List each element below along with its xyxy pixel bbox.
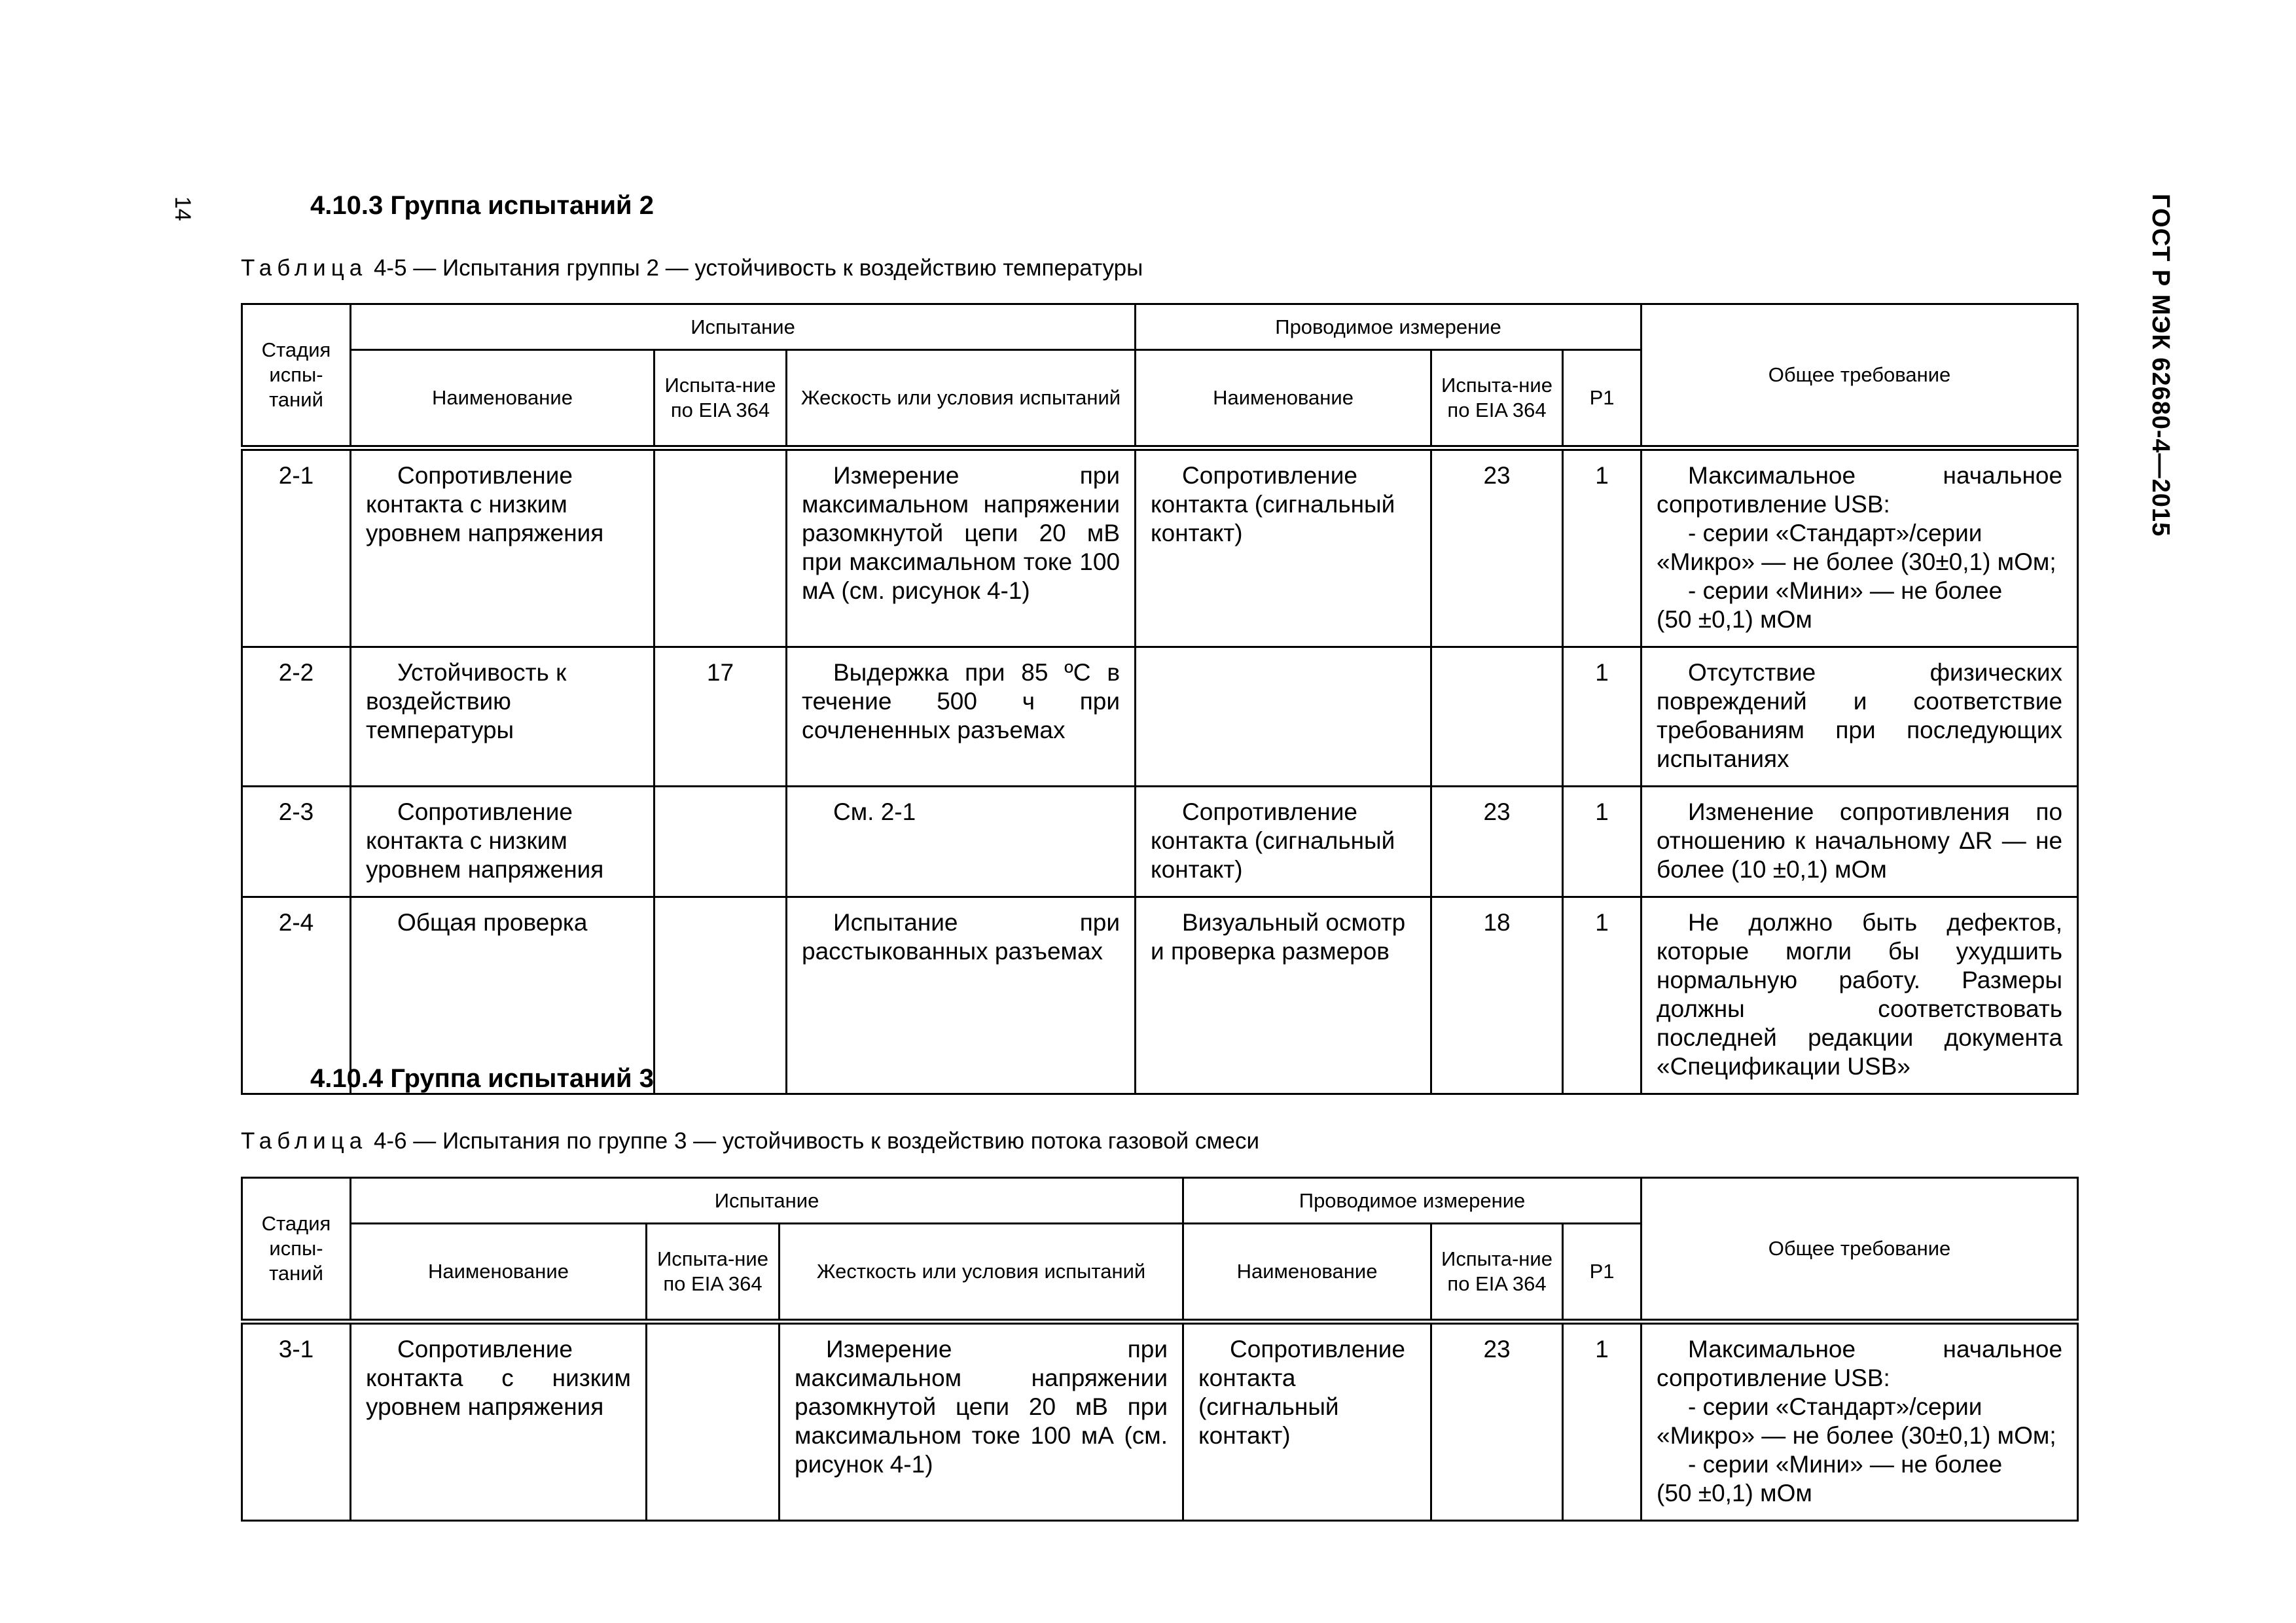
header-meas-eia: Испыта-ние по EIA 364 <box>1431 1224 1563 1322</box>
cell-stage: 2-4 <box>242 897 351 1094</box>
cell-meas-name: Сопротивление контакта (сигнальный контакт) <box>1136 448 1431 647</box>
header-p1: Р1 <box>1563 350 1641 448</box>
cell-p1: 1 <box>1563 787 1641 897</box>
document-id: ГОСТ Р МЭК 62680-4—2015 <box>2147 194 2174 537</box>
header-test: Испытание <box>351 1178 1183 1224</box>
header-test-name: Наименование <box>351 350 655 448</box>
header-test: Испытание <box>351 304 1136 350</box>
cell-test-eia <box>647 1322 780 1521</box>
cell-severity: Выдержка при 85 ºС в течение 500 ч при сочлененных разъемах <box>787 647 1136 787</box>
cell-p1: 1 <box>1563 1322 1641 1521</box>
cell-test-eia: 17 <box>655 647 787 787</box>
header-test-eia: Испыта-ние по EIA 364 <box>655 350 787 448</box>
caption-word: Таблица <box>241 1128 368 1154</box>
cell-meas-name: Сопротивление контакта (сигнальный контакт) <box>1136 787 1431 897</box>
cell-requirement <box>1641 1322 2078 1521</box>
cell-p1: 1 <box>1563 647 1641 787</box>
table-row <box>242 787 2078 897</box>
cell-test-name: Устойчивость к воздействию температуры <box>351 647 655 787</box>
cell-severity: Измерение при максимальном напряжении разомкнутой цепи 20 мВ при максимальном токе 100 мА (см. рисунок 4-1) <box>787 448 1136 647</box>
cell-meas-name: Сопротивление контакта (сигнальный контакт) <box>1183 1322 1431 1521</box>
header-severity: Жескость или условия испытаний <box>787 350 1136 448</box>
page-number: 14 <box>170 196 195 221</box>
cell-meas-eia: 23 <box>1431 448 1563 647</box>
table-row <box>242 647 2078 787</box>
header-meas-eia: Испыта-ние по EIA 364 <box>1431 350 1563 448</box>
header-test-eia: Испыта-ние по EIA 364 <box>647 1224 780 1322</box>
header-meas-name: Наименование <box>1136 350 1431 448</box>
cell-test-eia <box>655 448 787 647</box>
table-4-6 <box>241 1177 2079 1522</box>
requirement-line: Максимальное начальное сопротивление USB: <box>1657 462 2063 518</box>
cell-requirement <box>1641 448 2078 647</box>
header-measurement: Проводимое измерение <box>1136 304 1641 350</box>
section-heading-4-10-3: 4.10.3 Группа испытаний 2 <box>310 191 654 220</box>
cell-meas-eia: 23 <box>1431 1322 1563 1521</box>
caption-text: 4-5 — Испытания группы 2 — устойчивость к воздействию температуры <box>367 255 1143 281</box>
cell-severity: См. 2-1 <box>787 787 1136 897</box>
cell-stage: 2-1 <box>242 448 351 647</box>
header-p1: Р1 <box>1563 1224 1641 1322</box>
cell-severity: Измерение при максимальном напряжении разомкнутой цепи 20 мВ при максимальном токе 100 мА (см. рисунок 4-1) <box>780 1322 1183 1521</box>
cell-meas-eia <box>1431 647 1563 787</box>
cell-test-eia <box>655 787 787 897</box>
table-4-5 <box>241 303 2079 1095</box>
table-row <box>242 448 2078 647</box>
header-stage: Стадия испы-таний <box>242 1178 351 1322</box>
cell-meas-eia: 18 <box>1431 897 1563 1094</box>
requirement-line: - серии «Стандарт»/серии <box>1688 520 1982 546</box>
cell-p1: 1 <box>1563 897 1641 1094</box>
header-severity: Жесткость или условия испытаний <box>780 1224 1183 1322</box>
cell-p1: 1 <box>1563 448 1641 647</box>
cell-test-eia <box>655 897 787 1094</box>
caption-text: 4-6 — Испытания по группе 3 — устойчивость к воздействию потока газовой смеси <box>367 1128 1260 1154</box>
header-requirement: Общее требование <box>1641 1178 2078 1322</box>
table-caption-4-6 <box>241 1128 1259 1154</box>
requirement-line: - серии «Мини» — не более <box>1688 1451 2003 1478</box>
requirement-line: Максимальное начальное сопротивление USB: <box>1657 1336 2063 1391</box>
cell-stage: 2-3 <box>242 787 351 897</box>
cell-stage: 3-1 <box>242 1322 351 1521</box>
cell-severity: Испытание при расстыкованных разъемах <box>787 897 1136 1094</box>
cell-meas-name: Визуальный осмотр и проверка размеров <box>1136 897 1431 1094</box>
header-test-name: Наименование <box>351 1224 647 1322</box>
header-requirement: Общее требование <box>1641 304 2078 448</box>
cell-test-name: Общая проверка <box>351 897 655 1094</box>
requirement-line: - серии «Стандарт»/серии <box>1688 1393 1982 1420</box>
section-heading-4-10-4: 4.10.4 Группа испытаний 3 <box>310 1064 654 1093</box>
table-row <box>242 1322 2078 1521</box>
header-measurement: Проводимое измерение <box>1183 1178 1641 1224</box>
cell-meas-name <box>1136 647 1431 787</box>
cell-stage: 2-2 <box>242 647 351 787</box>
cell-test-name: Сопротивление контакта с низким уровнем напряжения <box>351 787 655 897</box>
cell-requirement: Не должно быть дефектов, которые могли бы ухудшить нормальную работу. Размеры должны соответствовать последней редакции документа «Спецификации USB» <box>1641 897 2078 1094</box>
requirement-line: «Микро» — не более (30±0,1) мОм; <box>1657 548 2056 575</box>
cell-requirement: Отсутствие физических повреждений и соответствие требованиям при последующих испытаниях <box>1641 647 2078 787</box>
requirement-line: (50 ±0,1) мОм <box>1657 1480 1812 1507</box>
requirement-line: - серии «Мини» — не более <box>1688 577 2003 604</box>
cell-test-name: Сопротивление контакта с низким уровнем напряжения <box>351 448 655 647</box>
caption-word: Таблица <box>241 255 368 281</box>
table-caption-4-5 <box>241 255 1143 281</box>
requirement-line: (50 ±0,1) мОм <box>1657 606 1812 633</box>
requirement-line: «Микро» — не более (30±0,1) мОм; <box>1657 1422 2056 1449</box>
header-meas-name: Наименование <box>1183 1224 1431 1322</box>
header-stage: Стадия испы-таний <box>242 304 351 448</box>
cell-test-name: Сопротивление контакта с низким уровнем напряжения <box>351 1322 647 1521</box>
cell-requirement: Изменение сопротивления по отношению к начальному ΔR — не более (10 ±0,1) мОм <box>1641 787 2078 897</box>
cell-meas-eia: 23 <box>1431 787 1563 897</box>
